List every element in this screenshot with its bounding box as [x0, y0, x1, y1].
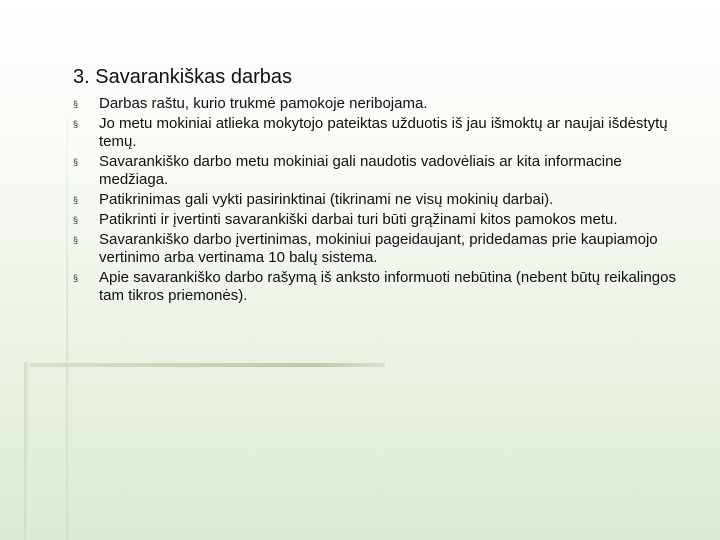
- list-item-text: Savarankiško darbo metu mokiniai gali naudotis vadovėliais ar kita informacine medžiaga.: [99, 153, 622, 188]
- bullet-list: [73, 95, 693, 307]
- list-item-text: Apie savarankiško darbo rašymą iš anksto informuoti nebūtina (nebent būtų reikalingos tam tikros priemonės).: [99, 269, 676, 304]
- bullet-icon: §: [73, 99, 79, 109]
- list-item-text: Patikrinimas gali vykti pasirinktinai (tikrinami ne visų mokinių darbai).: [99, 191, 554, 208]
- list-item-text: Darbas raštu, kurio trukmė pamokoje neribojama.: [99, 95, 428, 112]
- list-item-text: Jo metu mokiniai atlieka mokytojo pateiktas užduotis iš jau išmoktų ar naujai išdėstytų temų.: [99, 115, 668, 150]
- list-item: [73, 211, 693, 229]
- list-item: [73, 153, 693, 189]
- list-item-text: Patikrinti ir įvertinti savarankiški darbai turi būti grąžinami kitos pamokos metu.: [99, 211, 618, 228]
- bullet-icon: §: [73, 119, 79, 129]
- list-item: [73, 115, 693, 151]
- bullet-icon: §: [73, 273, 79, 283]
- bullet-icon: §: [73, 215, 79, 225]
- list-item: [73, 269, 693, 305]
- bullet-icon: §: [73, 235, 79, 245]
- bullet-icon: §: [73, 195, 79, 205]
- bullet-icon: §: [73, 157, 79, 167]
- slide-title: 3. Savarankiškas darbas: [73, 66, 293, 88]
- list-item-text: Savarankiško darbo įvertinimas, mokiniui pageidaujant, pridedamas prie kaupiamojo vertinimo arba vertinama 10 balų sistema.: [99, 231, 658, 266]
- list-item: [73, 231, 693, 267]
- list-item: [73, 95, 693, 113]
- decorative-vertical-bar: [24, 362, 29, 540]
- decorative-horizontal-line: [30, 363, 385, 367]
- list-item: [73, 191, 693, 209]
- decorative-vertical-line-thin: [66, 90, 68, 540]
